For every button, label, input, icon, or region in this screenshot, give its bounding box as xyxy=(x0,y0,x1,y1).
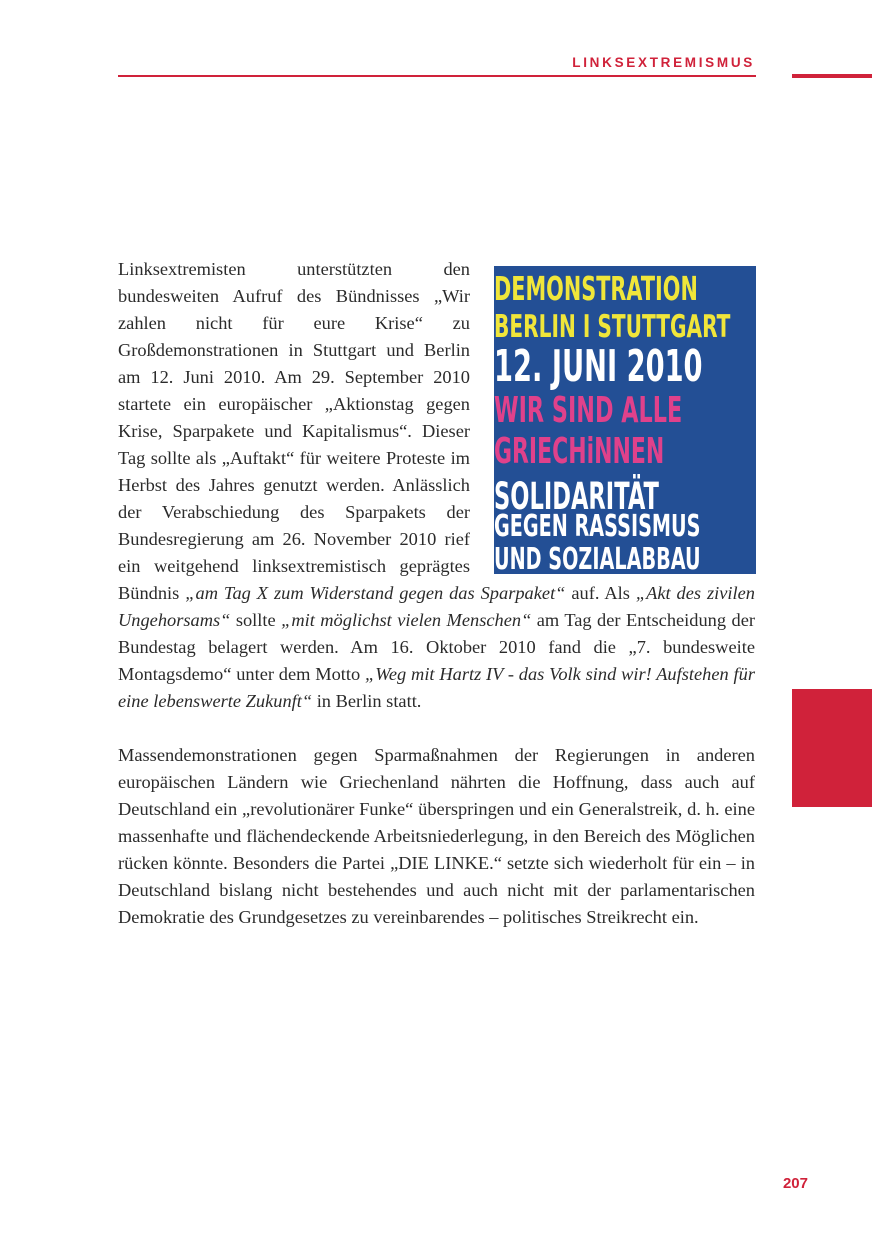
poster-line-wir-sind-alle: WIR SIND ALLE xyxy=(494,390,683,431)
paragraph-1-text-4: am Tag der Entscheidung der Bundestag belagert werden. Am 16. Oktober 2010 fand die „7. bundesweite Montagsdemo“ unter dem Motto xyxy=(118,610,755,684)
demonstration-poster-image xyxy=(494,266,756,574)
poster-line-cities: BERLIN I STUTTGART xyxy=(494,309,731,345)
paragraph-1-text-1: Linksextremisten unterstützten den bundesweiten Aufruf des Bündnisses „Wir zahlen nicht für eure Krise“ zu Großdemonstrationen in Stuttgart und Berlin am 12. Juni 2010. Am 29. September 2010 startete ein europäischer „Aktionstag gegen Krise, Sparpakete und Kapitalismus“. Dieser Tag sollte als „Auftakt“ für weitere Proteste im Herbst des Jahres genutzt werden. Anlässlich der Verabschiedung des Sparpakets der Bundesregierung am 26. November 2010 rief ein weitgehend linksextremistisch geprägtes Bündnis xyxy=(118,259,470,603)
poster-line-sozialabbau: UND SOZIALABBAU xyxy=(494,542,701,574)
quote-menschen: „mit möglichst vielen Menschen“ xyxy=(281,610,532,630)
poster-line-griechinnen: GRIECHiNNEN xyxy=(494,431,665,472)
poster-line-demonstration: DEMONSTRATION xyxy=(494,269,698,308)
quote-motto: „Weg mit Hartz IV - das Volk sind wir! Aufstehen für eine lebenswerte Zukunft“ xyxy=(118,664,755,711)
body-text xyxy=(118,256,755,931)
chapter-side-tab xyxy=(792,689,872,807)
paragraph-1-text-2: auf. Als xyxy=(565,583,636,603)
poster-line-gegen-rassismus: GEGEN RASSISMUS xyxy=(494,509,701,544)
poster-line-date: 12. JUNI 2010 xyxy=(494,341,703,392)
paragraph-1-text-5: in Berlin statt. xyxy=(312,691,422,711)
header-rule-tab xyxy=(792,74,872,78)
paragraph-2: Massendemonstrationen gegen Sparmaßnahmen der Regierungen in anderen europäischen Ländern wie Griechenland nährten die Hoffnung, dass auch auf Deutschland ein „revolutionärer Funke“ überspringen und ein Generalstreik, d. h. eine massenhafte und flächendeckende Arbeitsniederlegung, in den Bereich des Möglichen rücken könnte. Besonders die Partei „DIE LINKE.“ setzte sich wiederholt für ein – in Deutschland bislang nicht bestehendes und auch nicht mit der parlamentarischen Demokratie des Grundgesetzes zu vereinbarendes – politisches Streikrecht ein. xyxy=(118,745,755,927)
page-number: 207 xyxy=(782,1175,808,1192)
paragraph-1-text-3: sollte xyxy=(230,610,282,630)
quote-tag-x: „am Tag X zum Widerstand gegen das Sparpaket“ xyxy=(185,583,566,603)
quote-ungehorsam: „Akt des zivilen Ungehorsams“ xyxy=(118,583,755,630)
header-rule xyxy=(118,75,756,77)
poster-line-solidaritaet: SOLIDARITÄT xyxy=(494,475,659,518)
header-title: LINKSEXTREMISMUS xyxy=(572,55,755,70)
